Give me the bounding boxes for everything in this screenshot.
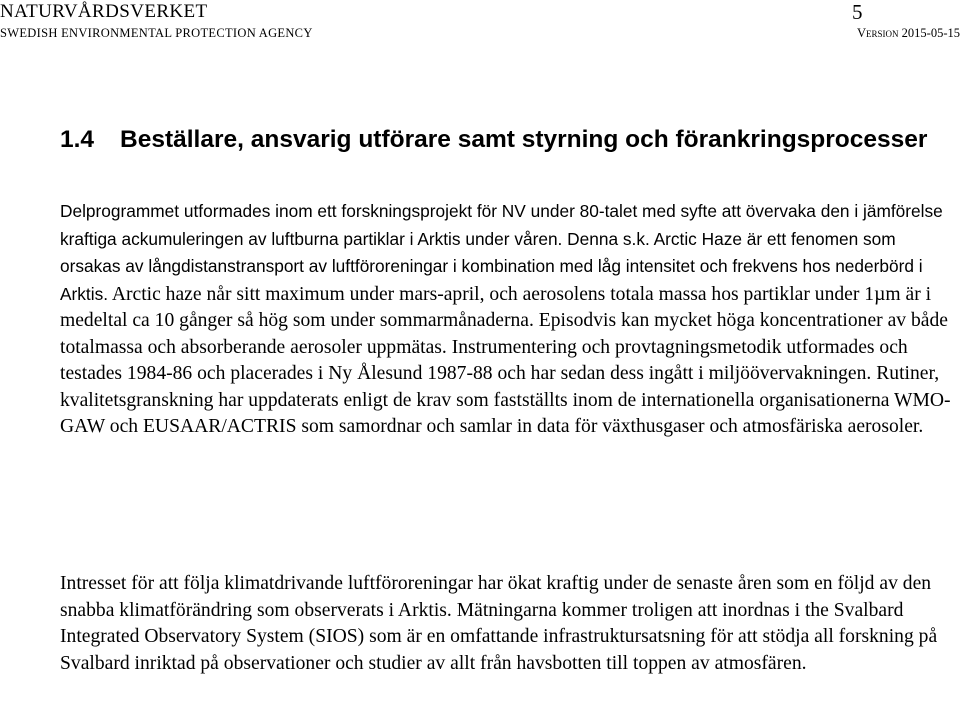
page-number: 5	[852, 0, 863, 24]
paragraph-1-sans-part: Delprogrammet utformades inom ett forskningsprojekt för NV under 80-talet med syfte att övervaka den i jämförelse kraftiga ackumuleringen av luftburna partiklar i Arktis under våren. Denna s.k. Arctic Haze är ett fenomen som orsakas av långdistanstransport av luftföroreningar i kombination med låg intensitet och frekvens hos nederbörd i Arktis.	[60, 201, 943, 304]
page-header	[0, 0, 960, 46]
section-number: 1.4	[60, 126, 95, 153]
section-title: Beställare, ansvarig utförare samt styrning och förankringsprocesser	[120, 126, 928, 153]
paragraph-1	[60, 198, 955, 441]
org-name: NATURVÅRDSVERKET	[0, 1, 208, 22]
version-label: Version 2015-05-15	[857, 26, 960, 40]
paragraph-2: Intresset för att följa klimatdrivande luftföroreningar har ökat kraftig under de senaste åren som en följd av den snabba klimatförändring som observerats i Arktis. Mätningarna kommer troligen att inordnas i the Svalbard Integrated Observatory System (SIOS) som är en omfattande infrastruktursatsning för att stödja all forskning på Svalbard inriktad på observationer och studier av allt från havsbotten till toppen av atmosfären.	[60, 573, 938, 674]
org-subtitle: SWEDISH ENVIRONMENTAL PROTECTION AGENCY	[0, 26, 313, 40]
section-heading	[60, 124, 940, 156]
paragraph-1-serif-part: Arctic haze når sitt maximum under mars-april, och aerosolens totala massa hos partiklar under 1µm är i medeltal ca 10 gånger så hög som under sommarmånaderna. Episodvis kan mycket höga koncentrationer av både totalmassa och absorberande aerosoler uppmätas. Instrumentering och provtagningsmetodik utformades och testades 1984-86 och placerades i Ny Ålesund 1987-88 och har sedan dess ingått i miljöövervakningen. Rutiner, kvalitetsgranskning har uppdaterats enligt de krav som fastställts inom de internationella organisationerna WMO-GAW och EUSAAR/ACTRIS som samordnar och samlar in data för växthusgaser och atmosfäriska aerosoler.	[60, 283, 951, 437]
